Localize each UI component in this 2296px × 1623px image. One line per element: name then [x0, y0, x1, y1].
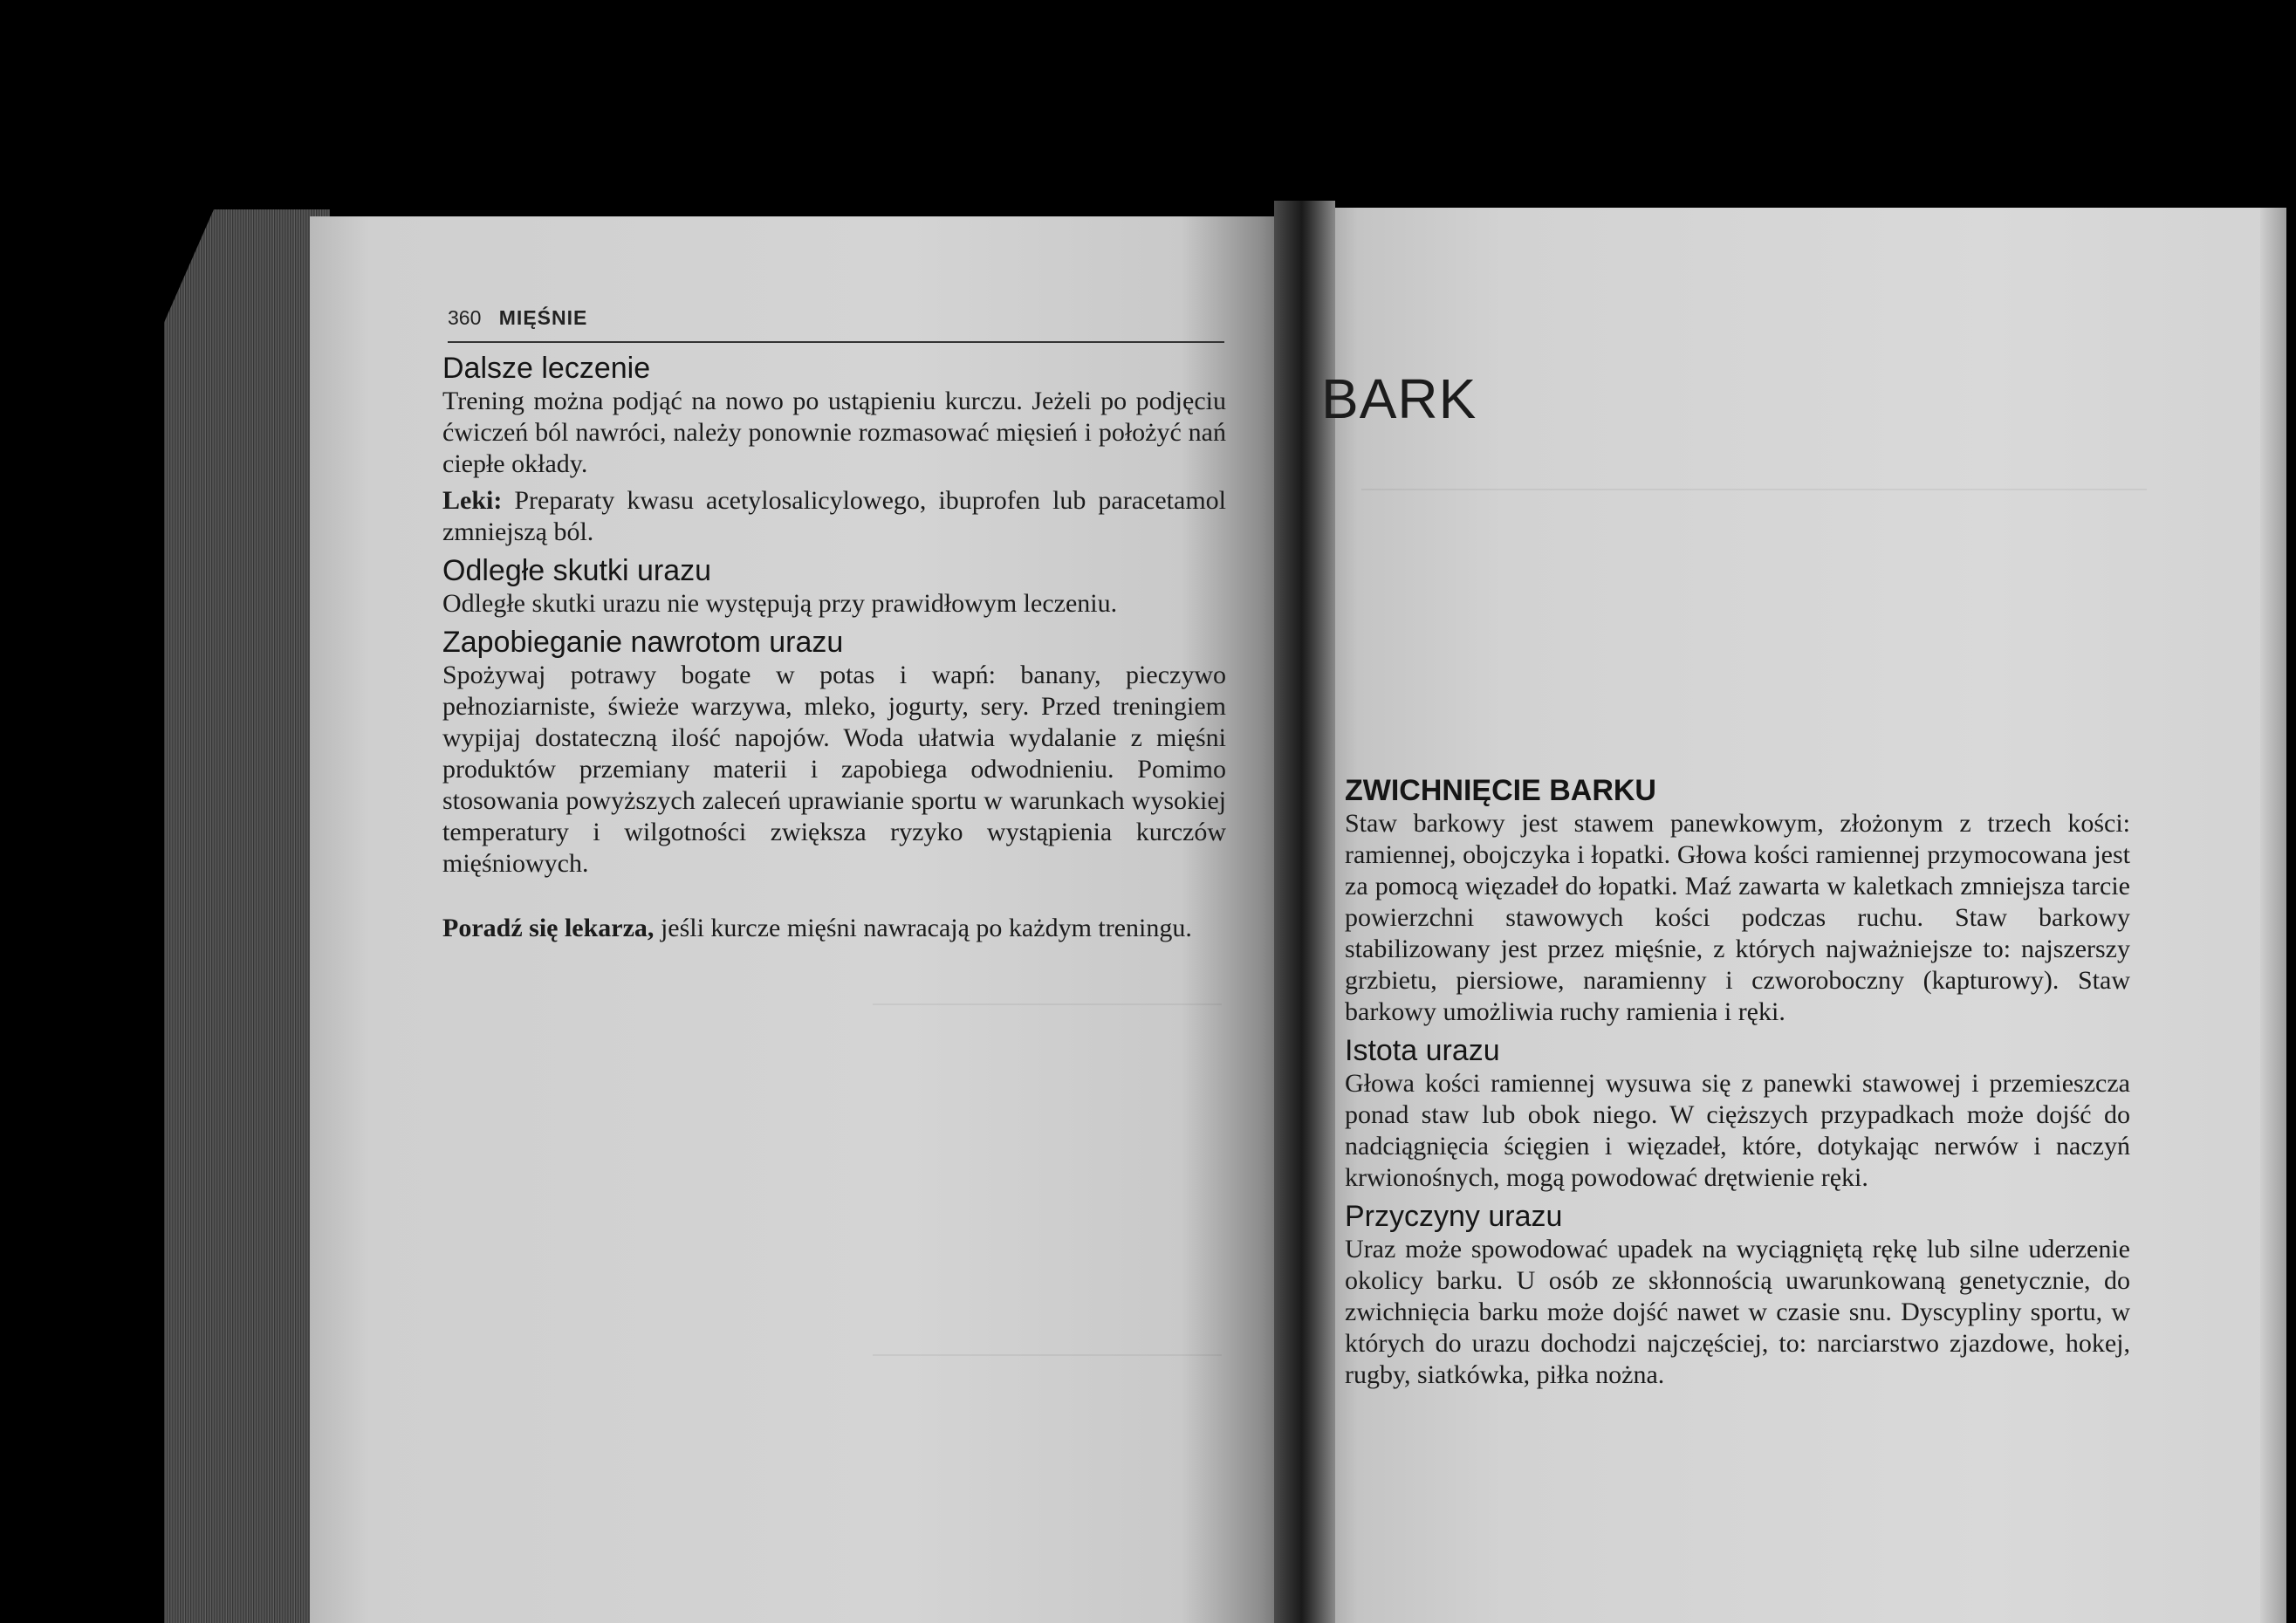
page-number: 360 — [448, 306, 482, 329]
section-dalsze-leczenie — [442, 351, 1226, 548]
paragraph-text: Odległe skutki urazu nie występują przy prawidłowym leczeniu. — [442, 589, 1118, 618]
paragraph — [442, 386, 1226, 480]
section-heading: Przyczyny urazu — [1345, 1200, 1563, 1233]
paragraph — [442, 660, 1226, 880]
paragraph — [442, 588, 1226, 620]
chapter-title: BARK — [1321, 367, 1477, 430]
section-heading: Istota urazu — [1345, 1034, 1500, 1067]
paragraph-lead: Leki: — [442, 486, 503, 515]
section-zapobieganie — [442, 625, 1226, 880]
left-column — [442, 351, 1226, 949]
right-column — [1345, 773, 2130, 1396]
paragraph: Głowa kości ramiennej wysuwa się z panewki stawowej i przemieszcza ponad staw lub obok niego. W cięższych przypadkach może dojść do nadciągnięcia ścięgien i więzadeł, które, dotykając nerwów i naczyń krwionośnych, mogą powodować drętwienie ręki. — [1345, 1069, 2130, 1192]
section-przyczyny-urazu — [1345, 1199, 2130, 1391]
spacer — [442, 885, 1226, 913]
section-heading: Odległe skutki urazu — [442, 554, 712, 587]
page-stack-edge — [164, 209, 330, 1623]
section-istota-urazu — [1345, 1033, 2130, 1194]
running-head — [448, 306, 1224, 343]
running-head-title: MIĘŚNIE — [498, 306, 588, 329]
section-heading: Dalsze leczenie — [442, 352, 651, 385]
advice-text: jeśli kurcze mięśni nawracają po każdym treningu. — [654, 914, 1192, 942]
intro-paragraph: Staw barkowy jest stawem panewkowym, złożonym z trzech kości: ramiennej, obojczyka i łopatki. Głowa kości ramiennej przymocowana jest za pomocą więzadeł do łopatki. Maź zawarta w kaletkach zmniejsza tarcie powierzchni stawowych kości podczas ruchu. Staw barkowy stabilizowany jest przez mięśnie, z których najważniejsze to: najszerszy grzbietu, piersiowe, naramienny i czworoboczny (kapturowy). Staw barkowy umożliwia ruchy ramienia i ręki. — [1345, 809, 2130, 1026]
paragraph-text: Spożywaj potrawy bogate w potas i wapń: banany, pieczywo pełnoziarniste, świeże warzywa, mleko, jogurty, sery. Przed treningiem wypijaj dostateczną ilość napojów. Woda ułatwia wydalanie z mięśni produktów przemiany materii i zapobiega odwodnieniu. Pomimo stosowania powyższych zaleceń uprawianie sportu w warunkach wysokiej temperatury i wilgotności zwiększa ryzyko wystąpienia kurczów mięśniowych. — [442, 661, 1226, 878]
paragraph: Uraz może spowodować upadek na wyciągniętą rękę lub silne uderzenie okolicy barku. U osób ze skłonnością uwarunkowaną genetycznie, do zwichnięcia barku może dojść nawet w czasie snu. Dyscypliny sportu, w których do urazu dochodzi najczęściej, to: narciarstwo zjazdowe, hokej, rugby, siatkówka, piłka nożna. — [1345, 1235, 2130, 1389]
paragraph-text: Preparaty kwasu acetylosalicylowego, ibuprofen lub paracetamol zmniejszą ból. — [442, 486, 1226, 546]
section-title: ZWICHNIĘCIE BARKU — [1345, 774, 1656, 807]
advice-paragraph — [442, 913, 1226, 944]
paragraph-text: Trening można podjąć na nowo po ustąpieniu kurczu. Jeżeli po podjęciu ćwiczeń ból nawróci, należy ponownie rozmasować mięsień i położyć nań ciepłe okłady. — [442, 387, 1226, 478]
section-odlegle-skutki — [442, 553, 1226, 620]
paragraph — [442, 485, 1226, 548]
section-heading: Zapobieganie nawrotom urazu — [442, 626, 844, 659]
advice-lead: Poradź się lekarza, — [442, 914, 655, 942]
right-page-edge — [2260, 208, 2286, 1623]
